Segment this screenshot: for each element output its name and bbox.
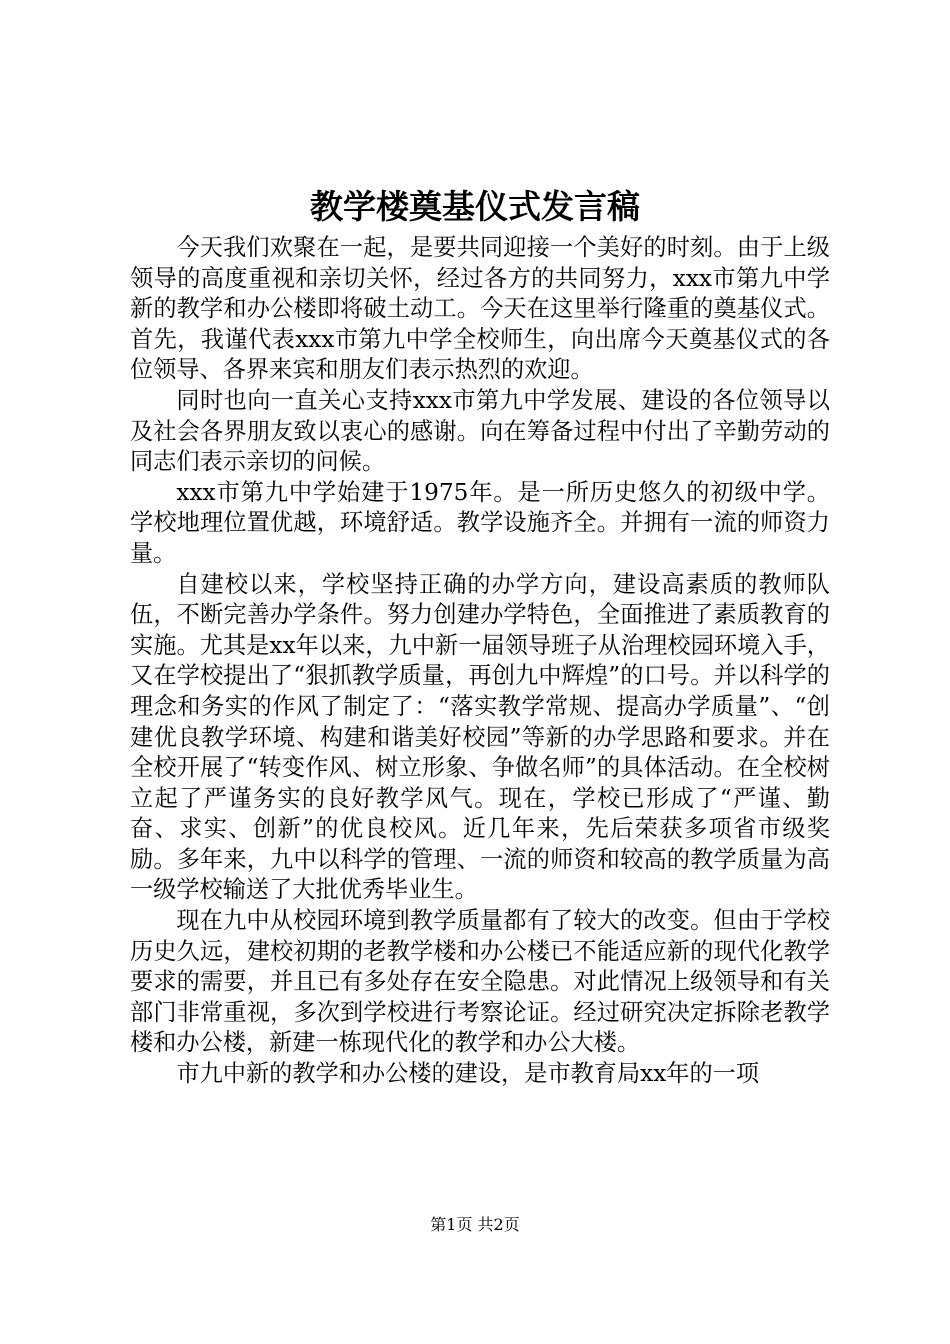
page-number-footer: 第1页 共2页 [430,1215,520,1234]
document-body [130,233,830,1090]
paragraph-achievements: 自建校以来，学校坚持正确的办学方向，建设高素质的教师队伍，不断完善办学条件。努力创建办学特色，全面推进了素质教育的实施。尤其是xx年以来，九中新一届领导班子从治理校园环境入手，又在学校提出了“狠抓教学质量，再创九中辉煌”的口号。并以科学的理念和务实的作风了制定了：“落实教学常规、提高办学质量”、“创建优良教学环境、构建和谐美好校园”等新的办学思路和要求。并在全校开展了“转变作风、树立形象、争做名师”的具体活动。在全校树立起了严谨务实的良好教学风气。现在，学校已形成了“严谨、勤奋、求实、创新”的优良校风。近几年来，先后荣获多项省市级奖励。多年来，九中以科学的管理、一流的师资和较高的教学质量为高一级学校输送了大批优秀毕业生。 [130,570,830,904]
paragraph-current-state: 现在九中从校园环境到教学质量都有了较大的改变。但由于学校历史久远，建校初期的老教学楼和办公楼已不能适应新的现代化教学要求的需要，并且已有多处存在安全隐患。对此情况上级领导和有关部门非常重视，多次到学校进行考察论证。经过研究决定拆除老教学楼和办公楼，新建一栋现代化的教学和办公大楼。 [130,907,830,1057]
paragraph-thanks: 同时也向一直关心支持xxx市第九中学发展、建设的各位领导以及社会各界朋友致以衷心的感谢。向在筹备过程中付出了辛勤劳动的同志们表示亲切的问候。 [130,386,830,476]
paragraph-construction: 市九中新的教学和办公楼的建设，是市教育局xx年的一项 [176,1060,760,1088]
paragraph-welcome: 今天我们欢聚在一起，是要共同迎接一个美好的时刻。由于上级领导的高度重视和亲切关怀，经过各方的共同努力，xxx市第九中学新的教学和办公楼即将破土动工。今天在这里举行隆重的奠基仪式。首先，我谨代表xxx市第九中学全校师生，向出席今天奠基仪式的各位领导、各界来宾和朋友们表示热烈的欢迎。 [130,234,830,384]
paragraph-school-intro: xxx市第九中学始建于1975年。是一所历史悠久的初级中学。学校地理位置优越，环境舒适。教学设施齐全。并拥有一流的师资力量。 [130,478,830,567]
page-title: 教学楼奠基仪式发言稿 [310,187,640,226]
